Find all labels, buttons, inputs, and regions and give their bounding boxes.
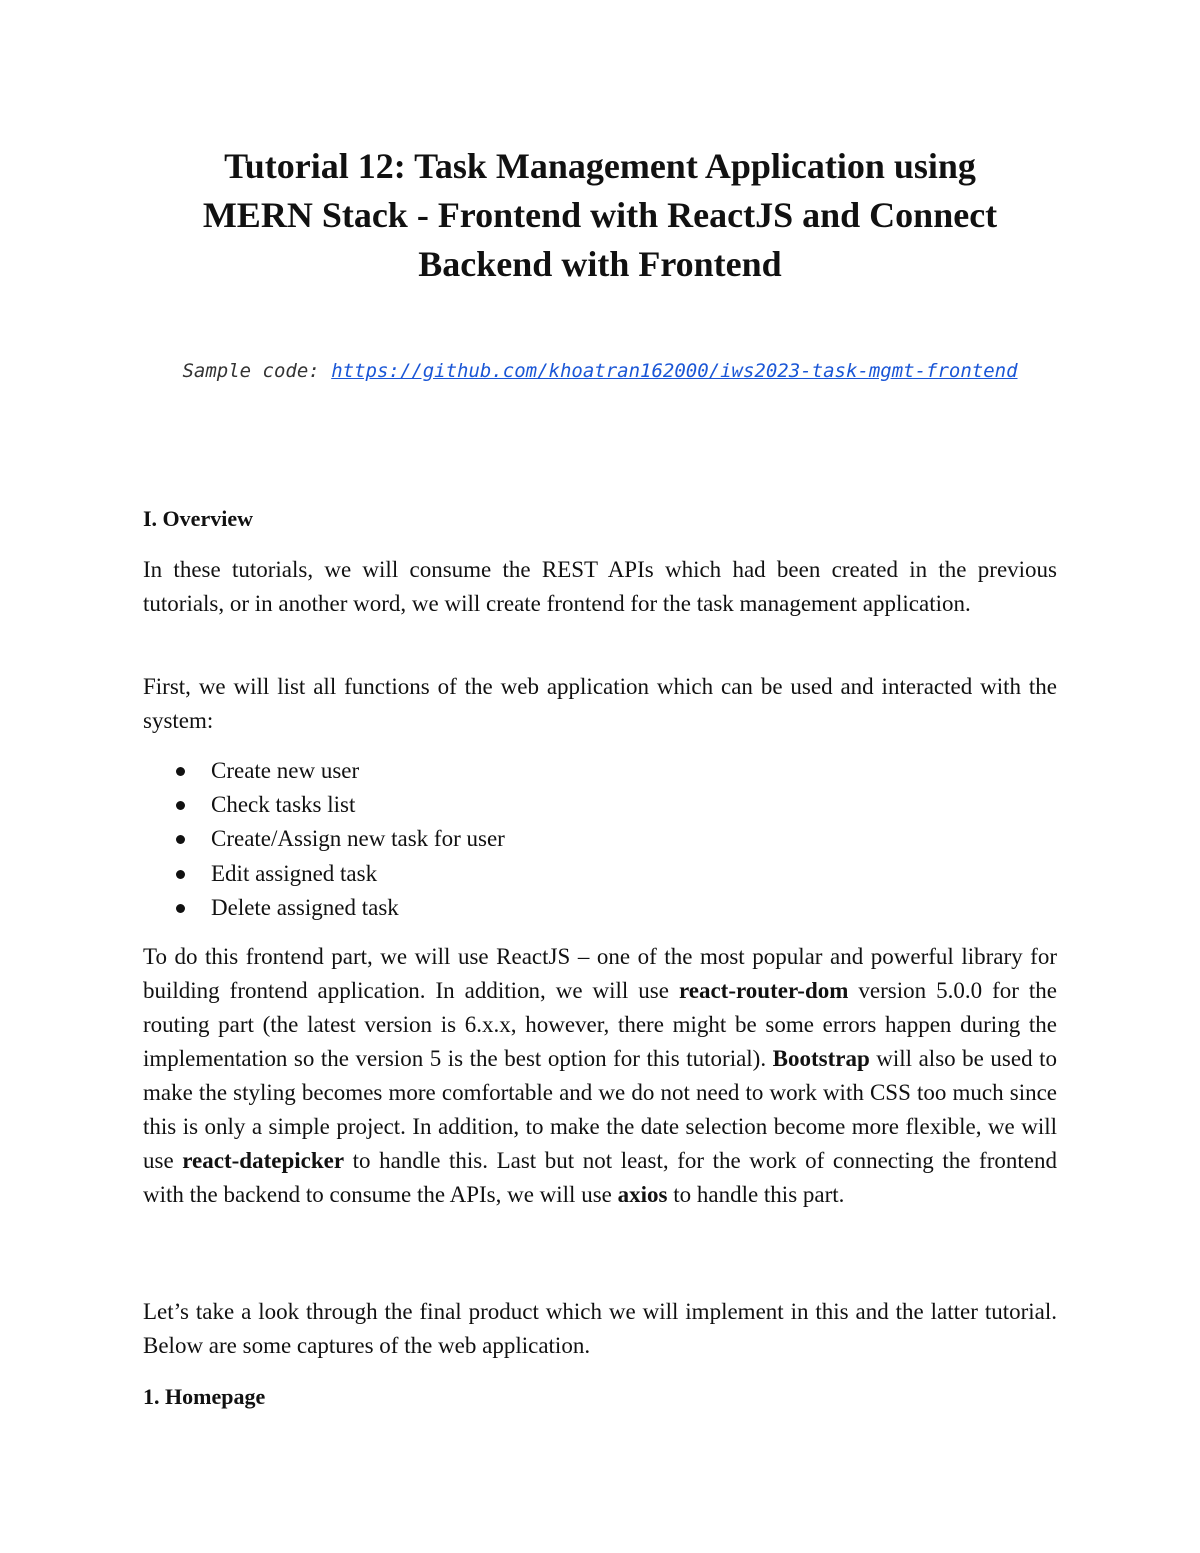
keyword-react-router-dom: react-router-dom [678, 978, 849, 1003]
overview-paragraph-3: To do this frontend part, we will use ReactJS – one of the most popular and powerful library for building frontend application. In addition, we will use react-router-dom version 5.0.0 for the routing part (the latest version is 6.x.x, however, there might be some errors happen during the implementation so the version 5 is the best option for this tutorial). Bootstrap will also be used to make the styling becomes more comfortable and we do not need to work with CSS too much since this is only a simple project. In addition, to make the date selection become more flexible, we will use react-datepicker to handle this. Last but not least, for the work of connecting the frontend with the backend to consume the APIs, we will use axios to handle this part. [143, 944, 1057, 1207]
overview-paragraph-2: First, we will list all functions of the web application which can be used and interacted with the system: [143, 674, 1057, 733]
document-title [120, 142, 1080, 289]
list-item: Check tasks list [143, 788, 505, 822]
bullet-icon [176, 904, 185, 913]
bullet-icon [176, 835, 185, 844]
title-line-2: MERN Stack - Frontend with ReactJS and Connect [202, 195, 998, 235]
keyword-axios: axios [617, 1182, 668, 1207]
list-item: Create/Assign new task for user [143, 822, 505, 856]
bullet-icon [176, 801, 185, 810]
list-item: Edit assigned task [143, 857, 505, 891]
homepage-heading: 1. Homepage [143, 1384, 266, 1409]
bullet-icon [176, 870, 185, 879]
functions-list [143, 754, 505, 925]
overview-heading: I. Overview [143, 506, 253, 531]
list-item: Delete assigned task [143, 891, 505, 925]
overview-paragraph-4: Let’s take a look through the final product which we will implement in this and the latter tutorial. Below are some captures of the web application. [143, 1299, 1057, 1358]
sample-code-link[interactable]: https://github.com/khoatran162000/iws2023-task-mgmt-frontend [331, 360, 1018, 382]
keyword-react-datepicker: react-datepicker [182, 1148, 345, 1173]
sample-code-label: Sample code: [182, 360, 332, 382]
bullet-icon [176, 767, 185, 776]
title-line-1: Tutorial 12: Task Management Application using [224, 146, 976, 186]
overview-paragraph-1: In these tutorials, we will consume the REST APIs which had been created in the previous tutorials, or in another word, we will create frontend for the task management application. [143, 557, 1057, 616]
title-line-3: Backend with Frontend [418, 244, 782, 284]
sample-code-line [120, 356, 1080, 386]
list-item: Create new user [143, 754, 505, 788]
keyword-bootstrap: Bootstrap [772, 1046, 870, 1071]
